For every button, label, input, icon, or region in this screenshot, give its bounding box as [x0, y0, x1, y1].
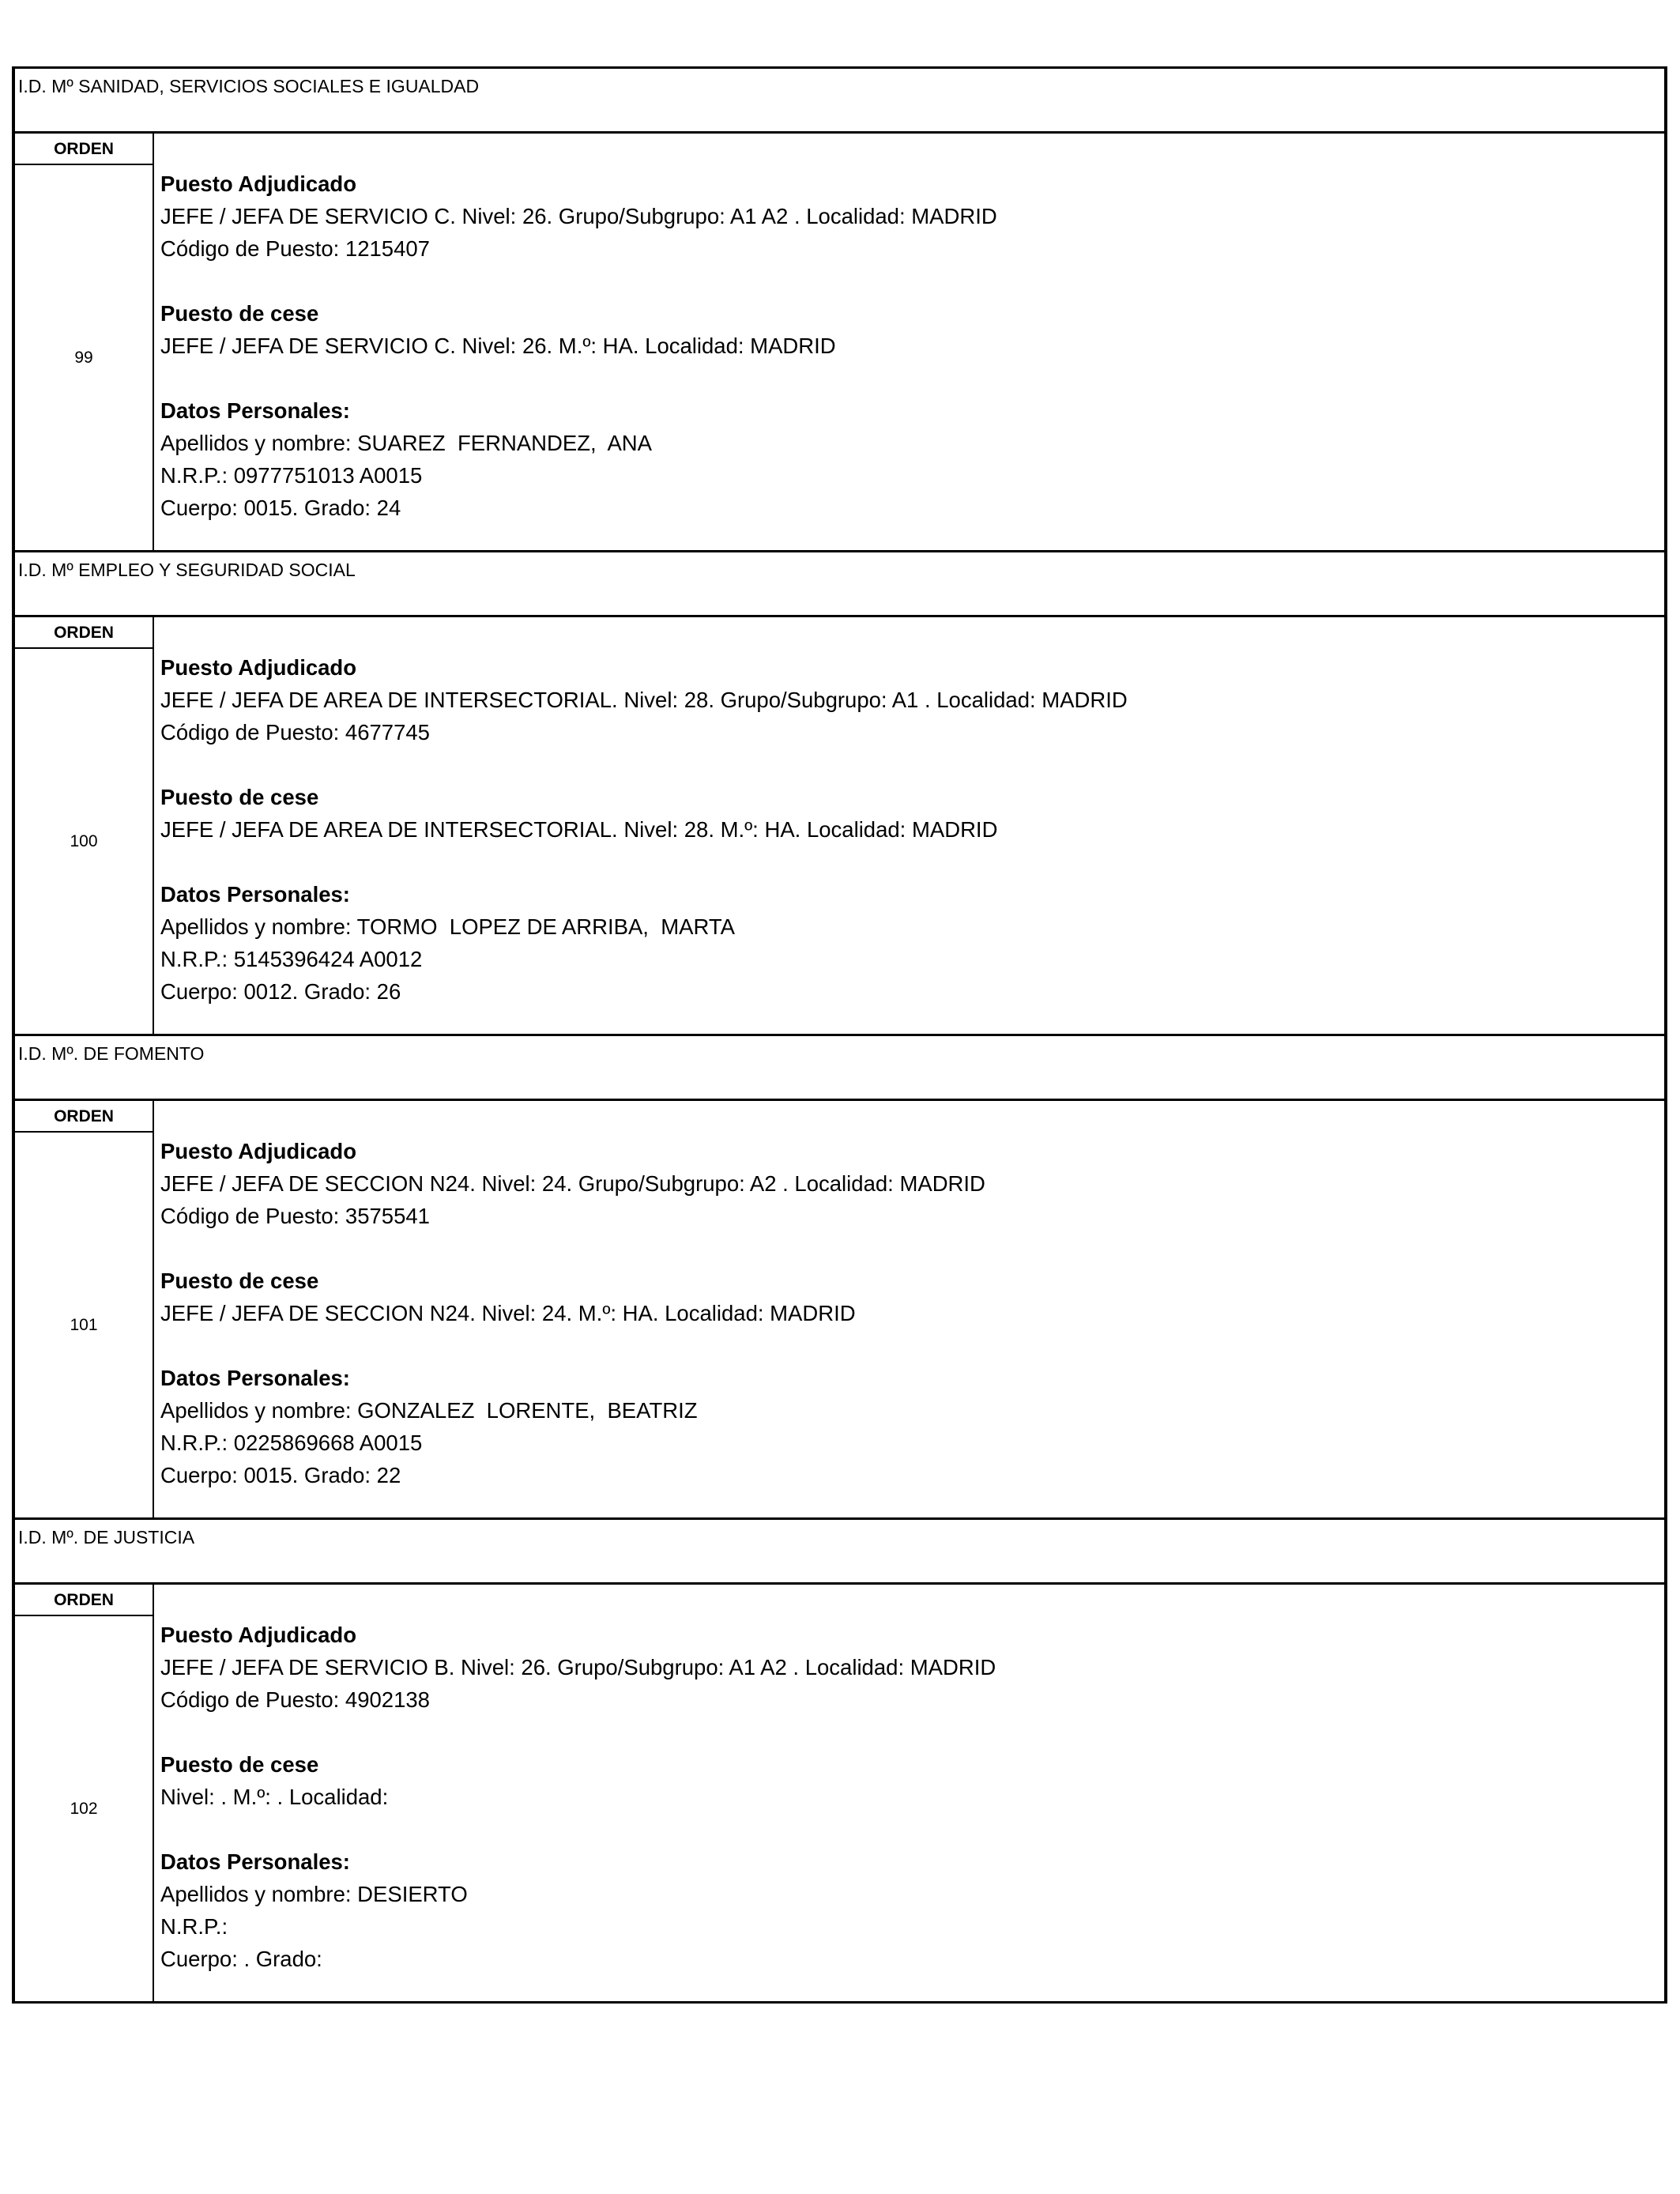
orden-column [15, 1585, 154, 2001]
nrp: N.R.P.: 0225869668 A0015 [160, 1431, 423, 1455]
orden-column [15, 134, 154, 550]
orden-column [15, 1101, 154, 1517]
document-table [12, 66, 1667, 2004]
puesto-cese-text: JEFE / JEFA DE AREA DE INTERSECTORIAL. Nivel: 28. M.º: HA. Localidad: MADRID [160, 817, 998, 842]
orden-label: ORDEN [15, 134, 153, 165]
ministry-section [15, 550, 1664, 1034]
datos-personales-title: Datos Personales: [160, 1366, 350, 1390]
orden-label: ORDEN [15, 1585, 153, 1616]
puesto-adjudicado-title: Puesto Adjudicado [160, 655, 357, 680]
record-body [15, 1099, 1664, 1517]
apellidos-nombre: Apellidos y nombre: GONZALEZ LORENTE, BEATRIZ [160, 1398, 698, 1423]
orden-number: 102 [70, 1799, 98, 1818]
ministry-section [15, 66, 1664, 550]
datos-personales-title: Datos Personales: [160, 398, 350, 423]
record-details [160, 651, 1656, 1008]
cuerpo-grado: Cuerpo: 0015. Grado: 22 [160, 1463, 401, 1487]
nrp: N.R.P.: 5145396424 A0012 [160, 947, 423, 971]
orden-number: 101 [70, 1315, 98, 1334]
puesto-cese-title: Puesto de cese [160, 1752, 319, 1777]
nrp: N.R.P.: 0977751013 A0015 [160, 463, 423, 488]
puesto-cese-title: Puesto de cese [160, 301, 319, 326]
puesto-adjudicado-text: JEFE / JEFA DE AREA DE INTERSECTORIAL. Nivel: 28. Grupo/Subgrupo: A1 . Localidad: MADRID [160, 688, 1128, 712]
ministry-header: I.D. Mº. DE JUSTICIA [15, 1517, 1664, 1582]
puesto-cese-title: Puesto de cese [160, 785, 319, 809]
codigo-puesto: Código de Puesto: 1215407 [160, 236, 430, 261]
puesto-adjudicado-title: Puesto Adjudicado [160, 1623, 357, 1647]
cuerpo-grado: Cuerpo: 0012. Grado: 26 [160, 979, 401, 1004]
datos-personales-title: Datos Personales: [160, 1849, 350, 1874]
ministry-header: I.D. Mº SANIDAD, SERVICIOS SOCIALES E IGUALDAD [15, 66, 1664, 131]
nrp: N.R.P.: [160, 1914, 228, 1939]
puesto-cese-text: Nivel: . M.º: . Localidad: [160, 1785, 389, 1809]
ministry-header: I.D. Mº EMPLEO Y SEGURIDAD SOCIAL [15, 550, 1664, 615]
ministry-header: I.D. Mº. DE FOMENTO [15, 1034, 1664, 1099]
record-body [15, 131, 1664, 550]
puesto-adjudicado-title: Puesto Adjudicado [160, 172, 357, 196]
record-body [15, 615, 1664, 1034]
orden-column [15, 617, 154, 1034]
puesto-adjudicado-title: Puesto Adjudicado [160, 1139, 357, 1163]
orden-number: 100 [70, 831, 98, 850]
record-body [15, 1582, 1664, 2001]
codigo-puesto: Código de Puesto: 4677745 [160, 720, 430, 745]
cuerpo-grado: Cuerpo: . Grado: [160, 1947, 322, 1971]
orden-label: ORDEN [15, 617, 153, 649]
record-details [160, 1619, 1656, 1975]
codigo-puesto: Código de Puesto: 4902138 [160, 1687, 430, 1712]
puesto-adjudicado-text: JEFE / JEFA DE SERVICIO B. Nivel: 26. Grupo/Subgrupo: A1 A2 . Localidad: MADRID [160, 1655, 996, 1679]
record-details [160, 1135, 1656, 1491]
codigo-puesto: Código de Puesto: 3575541 [160, 1204, 430, 1228]
puesto-adjudicado-text: JEFE / JEFA DE SERVICIO C. Nivel: 26. Grupo/Subgrupo: A1 A2 . Localidad: MADRID [160, 204, 997, 228]
orden-label: ORDEN [15, 1101, 153, 1133]
puesto-cese-text: JEFE / JEFA DE SERVICIO C. Nivel: 26. M.º: HA. Localidad: MADRID [160, 334, 836, 358]
puesto-adjudicado-text: JEFE / JEFA DE SECCION N24. Nivel: 24. Grupo/Subgrupo: A2 . Localidad: MADRID [160, 1171, 985, 1196]
apellidos-nombre: Apellidos y nombre: TORMO LOPEZ DE ARRIBA, MARTA [160, 914, 735, 939]
record-details [160, 168, 1656, 524]
apellidos-nombre: Apellidos y nombre: SUAREZ FERNANDEZ, ANA [160, 431, 652, 455]
datos-personales-title: Datos Personales: [160, 882, 350, 907]
apellidos-nombre: Apellidos y nombre: DESIERTO [160, 1882, 468, 1906]
ministry-section [15, 1034, 1664, 1517]
orden-number: 99 [74, 348, 93, 367]
puesto-cese-text: JEFE / JEFA DE SECCION N24. Nivel: 24. M.º: HA. Localidad: MADRID [160, 1301, 856, 1325]
ministry-section [15, 1517, 1664, 2001]
puesto-cese-title: Puesto de cese [160, 1269, 319, 1293]
cuerpo-grado: Cuerpo: 0015. Grado: 24 [160, 496, 401, 520]
